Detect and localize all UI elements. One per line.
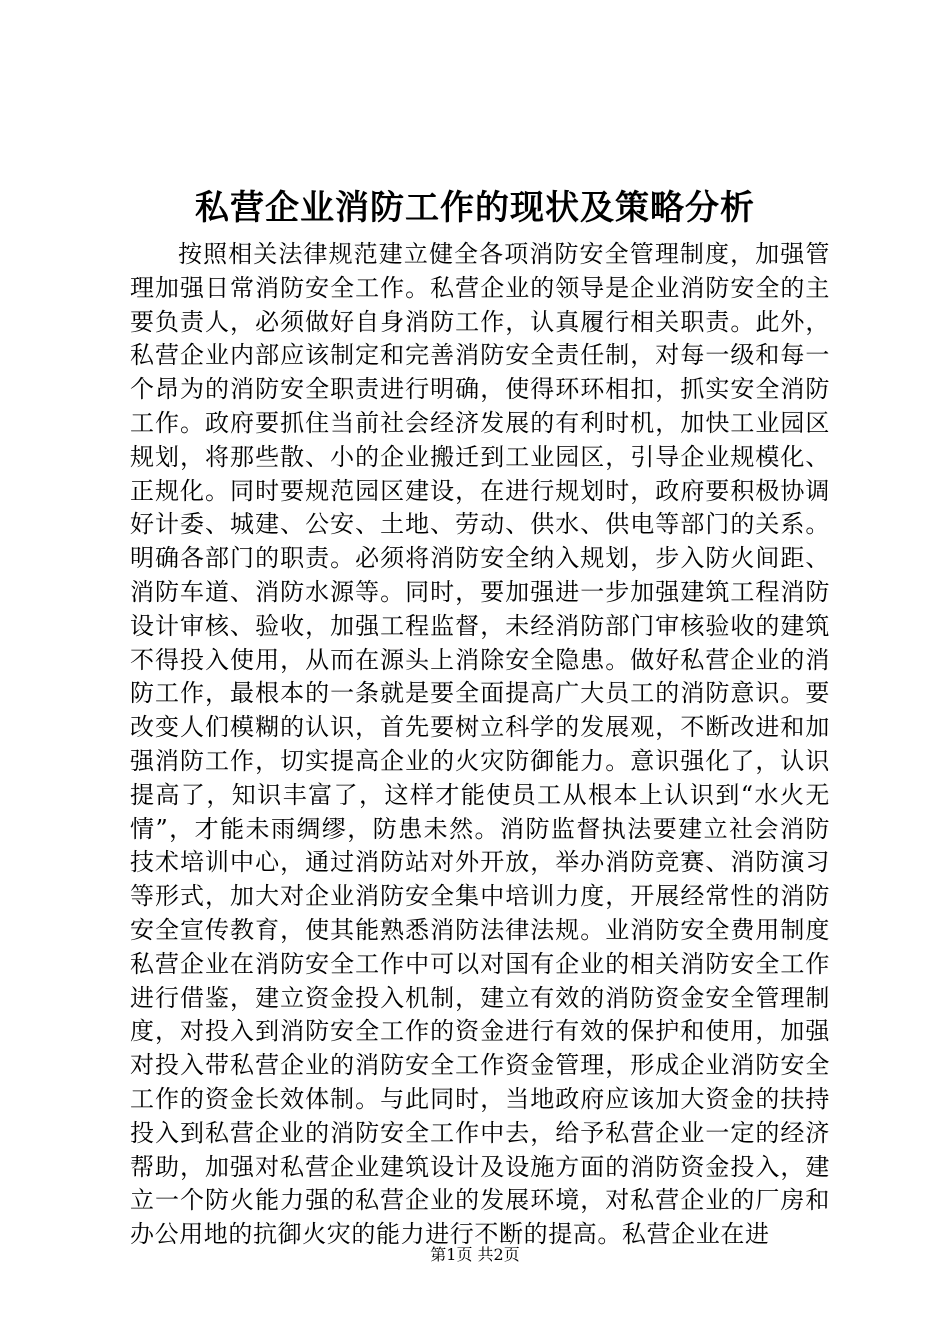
document-title: 私营企业消防工作的现状及策略分析 <box>195 188 755 228</box>
page-footer: 第1页 共2页 <box>430 1245 520 1264</box>
body-paragraph: 按照相关法律规范建立健全各项消防安全管理制度，加强管理加强日常消防安全工作。私营企业的领导是企业消防安全的主要负责人，必须做好自身消防工作，认真履行相关职责。此外，私营企业内部应该制定和完善消防安全责任制，对每一级和每一个昂为的消防安全职责进行明确，使得环环相扣，抓实安全消防工作。政府要抓住当前社会经济发展的有利时机，加快工业园区规划，将那些散、小的企业搬迁到工业园区，引导企业规模化、正规化。同时要规范园区建设，在进行规划时，政府要积极协调好计委、城建、公安、土地、劳动、供水、供电等部门的关系。明确各部门的职责。必须将消防安全纳入规划，步入防火间距、消防车道、消防水源等。同时，要加强进一步加强建筑工程消防设计审核、验收，加强工程监督，未经消防部门审核验收的建筑不得投入使用，从而在源头上消除安全隐患。做好私营企业的消防工作，最根本的一条就是要全面提高广大员工的消防意识。要改变人们模糊的认识，首先要树立科学的发展观，不断改进和加强消防工作，切实提高企业的火灾防御能力。意识强化了，认识提高了，知识丰富了，这样才能使员工从根本上认识到“水火无情”，才能未雨绸缪，防患未然。消防监督执法要建立社会消防技术培训中心，通过消防站对外开放，举办消防竞赛、消防演习等形式，加大对企业消防安全集中培训力度，开展经常性的消防安全宣传教育，使其能熟悉消防法律法规。业消防安全费用制度私营企业在消防安全工作中可以对国有企业的相关消防安全工作进行借鉴，建立资金投入机制，建立有效的消防资金安全管理制度，对投入到消防安全工作的资金进行有效的保护和使用，加强对投入带私营企业的消防安全工作资金管理，形成企业消防安全工作的资金长效体制。与此同时，当地政府应该加大资金的扶持投入到私营企业的消防安全工作中去，给予私营企业一定的经济帮助，加强对私营企业建筑设计及设施方面的消防资金投入，建立一个防火能力强的私营企业的发展环境，对私营企业的厂房和办公用地的抗御火灾的能力进行不断的提高。私营企业在进 <box>130 240 830 1249</box>
